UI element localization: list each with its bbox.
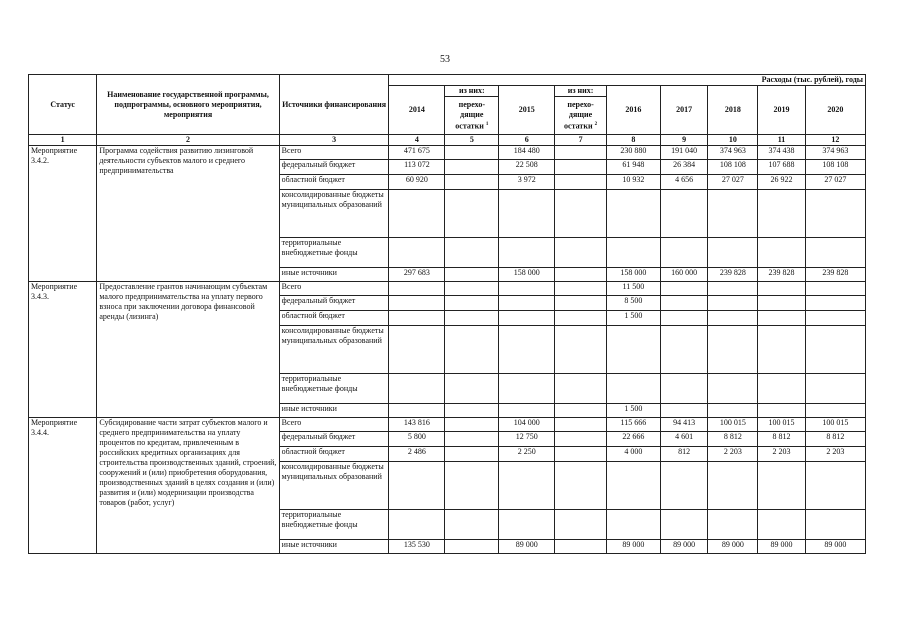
- header-of-them-2015: из них:: [555, 86, 607, 97]
- section-status: Мероприятие 3.4.4.: [29, 418, 97, 554]
- value-cell: [708, 510, 758, 540]
- value-cell: [389, 190, 445, 238]
- funding-source: областной бюджет: [279, 447, 389, 462]
- value-cell: [499, 311, 555, 326]
- funding-source: областной бюджет: [279, 311, 389, 326]
- value-cell: [445, 462, 499, 510]
- value-cell: [758, 374, 806, 404]
- value-cell: 239 828: [805, 268, 865, 282]
- value-cell: [606, 238, 660, 268]
- value-cell: [499, 238, 555, 268]
- value-cell: [445, 374, 499, 404]
- value-cell: [660, 462, 708, 510]
- funding-source: федеральный бюджет: [279, 432, 389, 447]
- column-number: 12: [805, 135, 865, 146]
- value-cell: 26 922: [758, 175, 806, 190]
- funding-source: консолидированные бюджеты муниципальных образований: [279, 326, 389, 374]
- value-cell: [389, 311, 445, 326]
- column-number: 5: [445, 135, 499, 146]
- section-name: Предоставление грантов начинающим субъектам малого предпринимательства на уплату первого взноса при заключении договора финансовой аренды (лизинга): [97, 282, 279, 418]
- value-cell: 2 250: [499, 447, 555, 462]
- value-cell: [606, 510, 660, 540]
- value-cell: [805, 462, 865, 510]
- value-cell: [445, 418, 499, 432]
- value-cell: [389, 374, 445, 404]
- value-cell: [708, 326, 758, 374]
- value-cell: [389, 462, 445, 510]
- column-number: 9: [660, 135, 708, 146]
- value-cell: [389, 238, 445, 268]
- value-cell: [805, 510, 865, 540]
- header-2017: 2017: [660, 86, 708, 135]
- value-cell: 158 000: [499, 268, 555, 282]
- value-cell: 100 015: [758, 418, 806, 432]
- section-name: Программа содействия развитию лизинговой деятельности субъектов малого и среднего предпринимательства: [97, 146, 279, 282]
- value-cell: [555, 326, 607, 374]
- value-cell: [758, 510, 806, 540]
- value-cell: 100 015: [805, 418, 865, 432]
- funding-source: консолидированные бюджеты муниципальных образований: [279, 190, 389, 238]
- value-cell: 8 812: [758, 432, 806, 447]
- value-cell: 89 000: [606, 540, 660, 554]
- value-cell: 27 027: [805, 175, 865, 190]
- value-cell: 812: [660, 447, 708, 462]
- section-status: Мероприятие 3.4.2.: [29, 146, 97, 282]
- value-cell: [758, 326, 806, 374]
- column-number: 8: [606, 135, 660, 146]
- header-name: Наименование государственной программы, подпрограммы, основного мероприятия, мероприятия: [97, 75, 279, 135]
- header-of-them-2014: из них:: [445, 86, 499, 97]
- value-cell: 2 203: [708, 447, 758, 462]
- page-number: 53: [440, 54, 450, 65]
- table-body: [29, 146, 866, 554]
- value-cell: 10 932: [606, 175, 660, 190]
- value-cell: 374 963: [805, 146, 865, 160]
- value-cell: 22 666: [606, 432, 660, 447]
- value-cell: [389, 510, 445, 540]
- value-cell: [805, 374, 865, 404]
- value-cell: 135 530: [389, 540, 445, 554]
- value-cell: [555, 268, 607, 282]
- funding-source: территориальные внебюджетные фонды: [279, 374, 389, 404]
- value-cell: [445, 282, 499, 296]
- value-cell: 4 000: [606, 447, 660, 462]
- table-row: [29, 418, 866, 432]
- header-status: Статус: [29, 75, 97, 135]
- header-2018: 2018: [708, 86, 758, 135]
- value-cell: [499, 462, 555, 510]
- header-carryover-2014: перехо-дящие остатки $^1$: [445, 97, 499, 135]
- header-expenses: Расходы (тыс. рублей), годы: [389, 75, 866, 86]
- value-cell: 108 108: [805, 160, 865, 175]
- funding-source: Всего: [279, 418, 389, 432]
- value-cell: [660, 296, 708, 311]
- value-cell: [445, 311, 499, 326]
- value-cell: 143 816: [389, 418, 445, 432]
- value-cell: [445, 146, 499, 160]
- value-cell: 5 800: [389, 432, 445, 447]
- value-cell: [445, 404, 499, 418]
- column-number: 4: [389, 135, 445, 146]
- value-cell: 158 000: [606, 268, 660, 282]
- value-cell: [445, 540, 499, 554]
- value-cell: [660, 238, 708, 268]
- table-row: [29, 282, 866, 296]
- value-cell: [555, 175, 607, 190]
- value-cell: [805, 282, 865, 296]
- value-cell: 374 438: [758, 146, 806, 160]
- value-cell: [555, 160, 607, 175]
- value-cell: [499, 510, 555, 540]
- value-cell: 89 000: [708, 540, 758, 554]
- table-row: [29, 146, 866, 160]
- value-cell: 239 828: [758, 268, 806, 282]
- value-cell: [499, 326, 555, 374]
- value-cell: 8 812: [805, 432, 865, 447]
- value-cell: [805, 238, 865, 268]
- value-cell: 3 972: [499, 175, 555, 190]
- value-cell: [660, 190, 708, 238]
- funding-source: иные источники: [279, 540, 389, 554]
- value-cell: [555, 510, 607, 540]
- value-cell: 94 413: [660, 418, 708, 432]
- value-cell: 1 500: [606, 404, 660, 418]
- column-number: 2: [97, 135, 279, 146]
- value-cell: 297 683: [389, 268, 445, 282]
- header-2015: 2015: [499, 86, 555, 135]
- value-cell: [555, 146, 607, 160]
- value-cell: 60 920: [389, 175, 445, 190]
- funding-source: консолидированные бюджеты муниципальных образований: [279, 462, 389, 510]
- value-cell: 374 963: [708, 146, 758, 160]
- value-cell: [499, 190, 555, 238]
- value-cell: 191 040: [660, 146, 708, 160]
- value-cell: [499, 296, 555, 311]
- value-cell: [708, 462, 758, 510]
- value-cell: [805, 296, 865, 311]
- value-cell: [499, 374, 555, 404]
- value-cell: [499, 404, 555, 418]
- header-2014: 2014: [389, 86, 445, 135]
- value-cell: [555, 404, 607, 418]
- value-cell: [660, 311, 708, 326]
- value-cell: 2 486: [389, 447, 445, 462]
- value-cell: [389, 282, 445, 296]
- value-cell: [660, 510, 708, 540]
- value-cell: [555, 432, 607, 447]
- value-cell: 230 880: [606, 146, 660, 160]
- funding-source: иные источники: [279, 404, 389, 418]
- value-cell: 4 656: [660, 175, 708, 190]
- value-cell: [606, 462, 660, 510]
- value-cell: 11 500: [606, 282, 660, 296]
- value-cell: [555, 296, 607, 311]
- value-cell: [555, 540, 607, 554]
- value-cell: 2 203: [805, 447, 865, 462]
- value-cell: [758, 296, 806, 311]
- value-cell: [660, 404, 708, 418]
- value-cell: [445, 175, 499, 190]
- value-cell: 108 108: [708, 160, 758, 175]
- column-number: 10: [708, 135, 758, 146]
- header-2019: 2019: [758, 86, 806, 135]
- value-cell: [708, 282, 758, 296]
- value-cell: [445, 296, 499, 311]
- value-cell: 8 500: [606, 296, 660, 311]
- column-number-row: [29, 135, 866, 146]
- column-number: 1: [29, 135, 97, 146]
- value-cell: [805, 404, 865, 418]
- value-cell: [389, 404, 445, 418]
- value-cell: 61 948: [606, 160, 660, 175]
- funding-source: областной бюджет: [279, 175, 389, 190]
- value-cell: [555, 282, 607, 296]
- value-cell: [445, 190, 499, 238]
- value-cell: 107 688: [758, 160, 806, 175]
- value-cell: 89 000: [499, 540, 555, 554]
- value-cell: 22 508: [499, 160, 555, 175]
- value-cell: 1 500: [606, 311, 660, 326]
- value-cell: [758, 311, 806, 326]
- column-number: 11: [758, 135, 806, 146]
- value-cell: [708, 238, 758, 268]
- header-2016: 2016: [606, 86, 660, 135]
- value-cell: [708, 311, 758, 326]
- value-cell: [555, 374, 607, 404]
- value-cell: [389, 326, 445, 374]
- value-cell: 2 203: [758, 447, 806, 462]
- value-cell: 12 750: [499, 432, 555, 447]
- value-cell: [758, 462, 806, 510]
- value-cell: [758, 190, 806, 238]
- value-cell: [445, 432, 499, 447]
- value-cell: 184 480: [499, 146, 555, 160]
- value-cell: 115 666: [606, 418, 660, 432]
- value-cell: [708, 296, 758, 311]
- value-cell: [555, 418, 607, 432]
- value-cell: [708, 374, 758, 404]
- value-cell: 160 000: [660, 268, 708, 282]
- value-cell: [555, 462, 607, 510]
- value-cell: 89 000: [758, 540, 806, 554]
- value-cell: [758, 282, 806, 296]
- value-cell: 113 072: [389, 160, 445, 175]
- value-cell: [389, 296, 445, 311]
- value-cell: [660, 374, 708, 404]
- value-cell: [606, 190, 660, 238]
- value-cell: [758, 404, 806, 418]
- value-cell: 89 000: [805, 540, 865, 554]
- value-cell: 100 015: [708, 418, 758, 432]
- funding-source: Всего: [279, 146, 389, 160]
- funding-source: Всего: [279, 282, 389, 296]
- value-cell: [555, 238, 607, 268]
- value-cell: [805, 326, 865, 374]
- value-cell: 89 000: [660, 540, 708, 554]
- value-cell: [606, 326, 660, 374]
- value-cell: 471 675: [389, 146, 445, 160]
- value-cell: 27 027: [708, 175, 758, 190]
- funding-source: территориальные внебюджетные фонды: [279, 238, 389, 268]
- value-cell: [805, 311, 865, 326]
- value-cell: [708, 190, 758, 238]
- value-cell: [445, 160, 499, 175]
- funding-source: федеральный бюджет: [279, 296, 389, 311]
- value-cell: [660, 282, 708, 296]
- value-cell: [555, 190, 607, 238]
- value-cell: [445, 510, 499, 540]
- column-number: 7: [555, 135, 607, 146]
- value-cell: [445, 238, 499, 268]
- value-cell: [555, 447, 607, 462]
- value-cell: [660, 326, 708, 374]
- header-sources: Источники финансирования: [279, 75, 389, 135]
- header-2020: 2020: [805, 86, 865, 135]
- column-number: 3: [279, 135, 389, 146]
- value-cell: [805, 190, 865, 238]
- value-cell: [758, 238, 806, 268]
- value-cell: 26 384: [660, 160, 708, 175]
- value-cell: [708, 404, 758, 418]
- section-status: Мероприятие 3.4.3.: [29, 282, 97, 418]
- funding-source: территориальные внебюджетные фонды: [279, 510, 389, 540]
- section-name: Субсидирование части затрат субъектов малого и среднего предпринимательства на уплату процентов по кредитам, привлеченным в российских кредитных организациях для строительства производственных зданий, строений, сооружений и (или) приобретения оборудования, производственных зданий в целях создания и (или) развития и (или) модернизации производства товаров (работ, услуг): [97, 418, 279, 554]
- value-cell: [445, 326, 499, 374]
- value-cell: 239 828: [708, 268, 758, 282]
- value-cell: [499, 282, 555, 296]
- value-cell: 104 000: [499, 418, 555, 432]
- value-cell: 4 601: [660, 432, 708, 447]
- value-cell: [606, 374, 660, 404]
- budget-table: [28, 74, 866, 554]
- funding-source: иные источники: [279, 268, 389, 282]
- value-cell: [445, 447, 499, 462]
- value-cell: [445, 268, 499, 282]
- column-number: 6: [499, 135, 555, 146]
- header-carryover-2015: перехо-дящие остатки $^2$: [555, 97, 607, 135]
- funding-source: федеральный бюджет: [279, 160, 389, 175]
- value-cell: 8 812: [708, 432, 758, 447]
- value-cell: [555, 311, 607, 326]
